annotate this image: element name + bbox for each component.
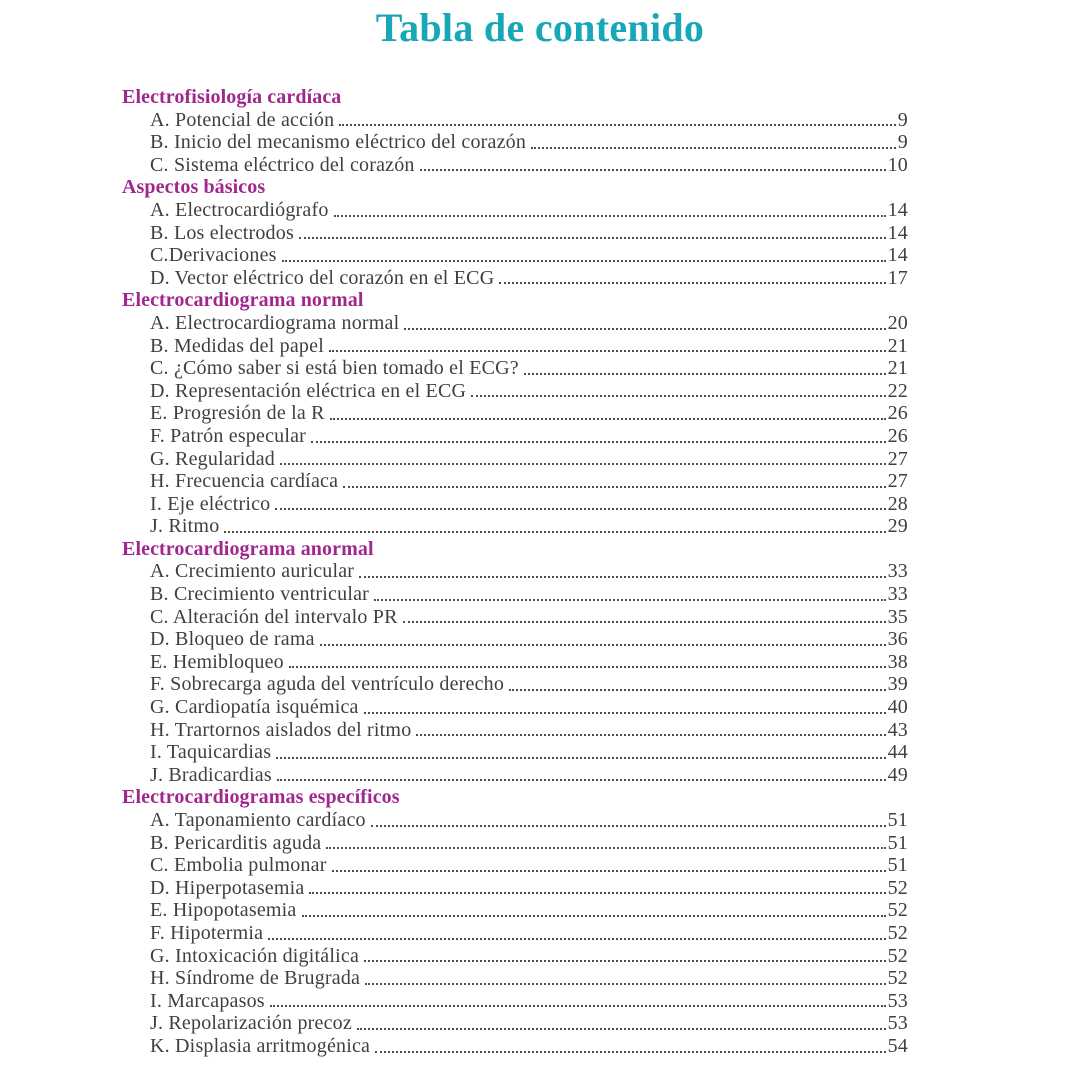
entry-label: G. Intoxicación digitálica xyxy=(150,944,360,967)
entry-page-number: 54 xyxy=(887,1034,908,1057)
entry-label: A. Electrocardiograma normal xyxy=(150,311,400,334)
entry-page-number: 29 xyxy=(887,515,908,538)
entry-label: F. Hipotermia xyxy=(150,921,264,944)
dotted-leader xyxy=(343,486,885,488)
entry-page-number: 43 xyxy=(887,718,908,741)
dotted-leader xyxy=(365,983,885,985)
toc-entry[interactable] xyxy=(122,357,908,380)
section-heading: Aspectos básicos xyxy=(122,176,266,199)
toc-entry[interactable] xyxy=(122,335,908,358)
entry-label: F. Sobrecarga aguda del ventrículo derecho xyxy=(150,673,505,696)
toc-entry[interactable] xyxy=(122,719,908,742)
entry-page-number: 40 xyxy=(887,696,908,719)
entry-label: C.Derivaciones xyxy=(150,244,277,267)
entry-label: K. Displasia arritmogénica xyxy=(150,1034,371,1057)
entry-label: I. Marcapasos xyxy=(150,989,265,1012)
entry-label: J. Bradicardias xyxy=(150,763,272,786)
entry-page-number: 28 xyxy=(887,492,908,515)
toc-section xyxy=(122,176,908,289)
toc-entry[interactable] xyxy=(122,696,908,719)
toc-entry[interactable] xyxy=(122,606,908,629)
toc-section xyxy=(122,86,908,176)
dotted-leader xyxy=(334,215,886,217)
toc-entry[interactable] xyxy=(122,967,908,990)
entry-label: H. Frecuencia cardíaca xyxy=(150,470,339,493)
entry-page-number: 36 xyxy=(887,628,908,651)
toc-entry[interactable] xyxy=(122,560,908,583)
dotted-leader xyxy=(359,576,885,578)
entry-label: C. ¿Cómo saber si está bien tomado el ECG? xyxy=(150,357,519,380)
toc-entry[interactable] xyxy=(122,470,908,493)
entry-page-number: 38 xyxy=(887,650,908,673)
dotted-leader xyxy=(275,508,885,510)
dotted-leader xyxy=(277,779,886,781)
toc-entry[interactable] xyxy=(122,131,908,154)
dotted-leader xyxy=(282,260,886,262)
entry-page-number: 14 xyxy=(887,221,908,244)
dotted-leader xyxy=(357,1028,886,1030)
entry-label: H. Síndrome de Brugrada xyxy=(150,967,361,990)
dotted-leader xyxy=(311,441,886,443)
entry-page-number: 9 xyxy=(897,131,908,154)
entry-page-number: 14 xyxy=(887,244,908,267)
entry-page-number: 14 xyxy=(887,198,908,221)
entry-page-number: 22 xyxy=(887,379,908,402)
entry-label: E. Hemibloqueo xyxy=(150,650,284,673)
entry-label: D. Hiperpotasemia xyxy=(150,876,305,899)
dotted-leader xyxy=(329,350,886,352)
dotted-leader xyxy=(289,666,886,668)
dotted-leader xyxy=(371,825,886,827)
toc-section xyxy=(122,786,908,1057)
entry-page-number: 53 xyxy=(887,1012,908,1035)
toc-entry[interactable] xyxy=(122,651,908,674)
entry-label: E. Progresión de la R xyxy=(150,402,325,425)
toc-entry[interactable] xyxy=(122,154,908,177)
entry-page-number: 52 xyxy=(887,899,908,922)
entry-label: C. Sistema eléctrico del corazón xyxy=(150,153,415,176)
dotted-leader xyxy=(320,644,886,646)
toc-entry[interactable] xyxy=(122,990,908,1013)
entry-page-number: 20 xyxy=(887,311,908,334)
entry-page-number: 44 xyxy=(887,741,908,764)
entry-label: B. Los electrodos xyxy=(150,221,294,244)
dotted-leader xyxy=(416,734,885,736)
entry-page-number: 9 xyxy=(897,108,908,131)
toc-entry[interactable] xyxy=(122,922,908,945)
entry-page-number: 49 xyxy=(887,763,908,786)
entry-label: B. Medidas del papel xyxy=(150,334,324,357)
dotted-leader xyxy=(420,169,886,171)
toc-entry[interactable] xyxy=(122,673,908,696)
toc-entry[interactable] xyxy=(122,267,908,290)
dotted-leader xyxy=(302,915,886,917)
toc-entry[interactable] xyxy=(122,583,908,606)
section-heading: Electrocardiograma anormal xyxy=(122,537,374,560)
toc-entry[interactable] xyxy=(122,493,908,516)
entry-page-number: 21 xyxy=(887,357,908,380)
page-title: Tabla de contenido xyxy=(375,5,705,50)
dotted-leader xyxy=(299,237,886,239)
dotted-leader xyxy=(224,531,885,533)
toc-entry[interactable] xyxy=(122,741,908,764)
dotted-leader xyxy=(330,418,886,420)
section-heading: Electrocardiogramas específicos xyxy=(122,786,400,809)
entry-page-number: 52 xyxy=(887,944,908,967)
dotted-leader xyxy=(332,870,886,872)
toc-entry[interactable] xyxy=(122,515,908,538)
section-heading: Electrocardiograma normal xyxy=(122,289,364,312)
toc-entry[interactable] xyxy=(122,899,908,922)
entry-label: H. Trartornos aislados del ritmo xyxy=(150,718,412,741)
entry-page-number: 52 xyxy=(887,921,908,944)
entry-label: A. Taponamiento cardíaco xyxy=(150,809,366,831)
dotted-leader xyxy=(471,395,885,397)
entry-page-number: 35 xyxy=(887,605,908,628)
entry-label: F. Patrón especular xyxy=(150,424,307,447)
entry-page-number: 33 xyxy=(887,560,908,583)
entry-label: C. Alteración del intervalo PR xyxy=(150,605,398,628)
entry-page-number: 51 xyxy=(887,854,908,877)
dotted-leader xyxy=(339,124,895,126)
toc-entry[interactable] xyxy=(122,425,908,448)
entry-page-number: 51 xyxy=(887,831,908,854)
entry-page-number: 52 xyxy=(887,967,908,990)
toc-entry[interactable] xyxy=(122,199,908,222)
toc-entry[interactable] xyxy=(122,380,908,403)
entry-label: G. Regularidad xyxy=(150,447,275,470)
toc-section xyxy=(122,289,908,538)
dotted-leader xyxy=(309,892,885,894)
entry-label: I. Taquicardias xyxy=(150,741,272,764)
toc-entry[interactable] xyxy=(122,312,908,335)
toc-entry[interactable] xyxy=(122,244,908,267)
entry-label: A. Electrocardiógrafo xyxy=(150,198,329,221)
entry-page-number: 17 xyxy=(887,266,908,289)
toc-entry[interactable] xyxy=(122,628,908,651)
table-of-contents xyxy=(0,86,1080,1058)
dotted-leader xyxy=(404,328,885,330)
toc-entry[interactable] xyxy=(122,809,908,832)
entry-label: D. Representación eléctrica en el ECG xyxy=(150,379,467,402)
entry-label: D. Bloqueo de rama xyxy=(150,628,315,651)
entry-page-number: 33 xyxy=(887,583,908,606)
dotted-leader xyxy=(270,1005,886,1007)
dotted-leader xyxy=(375,1051,885,1053)
toc-entry[interactable] xyxy=(122,877,908,900)
toc-entry[interactable] xyxy=(122,402,908,425)
dotted-leader xyxy=(326,847,885,849)
dotted-leader xyxy=(403,621,886,623)
entry-page-number: 27 xyxy=(887,470,908,493)
entry-page-number: 27 xyxy=(887,447,908,470)
entry-page-number: 51 xyxy=(887,809,908,831)
entry-page-number: 21 xyxy=(887,334,908,357)
entry-page-number: 26 xyxy=(887,424,908,447)
toc-entry[interactable] xyxy=(122,222,908,245)
entry-label: J. Ritmo xyxy=(150,515,220,538)
dotted-leader xyxy=(499,282,885,284)
section-heading: Electrofisiología cardíaca xyxy=(122,86,342,108)
entry-label: A. Crecimiento auricular xyxy=(150,560,355,583)
toc-section xyxy=(122,538,908,787)
entry-label: E. Hipopotasemia xyxy=(150,899,297,922)
dotted-leader xyxy=(531,147,896,149)
entry-label: B. Pericarditis aguda xyxy=(150,831,322,854)
entry-label: I. Eje eléctrico xyxy=(150,492,271,515)
toc-entry[interactable] xyxy=(122,1012,908,1035)
entry-page-number: 39 xyxy=(887,673,908,696)
dotted-leader xyxy=(509,689,886,691)
entry-label: D. Vector eléctrico del corazón en el ECG xyxy=(150,266,495,289)
dotted-leader xyxy=(524,373,886,375)
toc-entry[interactable] xyxy=(122,854,908,877)
dotted-leader xyxy=(268,938,885,940)
entry-label: G. Cardiopatía isquémica xyxy=(150,696,359,719)
entry-label: C. Embolia pulmonar xyxy=(150,854,327,877)
entry-label: J. Repolarización precoz xyxy=(150,1012,352,1035)
dotted-leader xyxy=(364,960,886,962)
dotted-leader xyxy=(276,757,885,759)
entry-label: B. Crecimiento ventricular xyxy=(150,583,370,606)
dotted-leader xyxy=(364,712,886,714)
entry-label: A. Potencial de acción xyxy=(150,108,335,131)
dotted-leader xyxy=(280,463,886,465)
entry-page-number: 53 xyxy=(887,989,908,1012)
toc-entry[interactable] xyxy=(122,448,908,471)
dotted-leader xyxy=(374,599,886,601)
toc-entry[interactable] xyxy=(122,832,908,855)
toc-entry[interactable] xyxy=(122,109,908,132)
entry-label: B. Inicio del mecanismo eléctrico del corazón xyxy=(150,131,527,154)
toc-entry[interactable] xyxy=(122,764,908,787)
entry-page-number: 52 xyxy=(887,876,908,899)
entry-page-number: 10 xyxy=(887,153,908,176)
toc-entry[interactable] xyxy=(122,1035,908,1058)
entry-page-number: 26 xyxy=(887,402,908,425)
toc-entry[interactable] xyxy=(122,945,908,968)
